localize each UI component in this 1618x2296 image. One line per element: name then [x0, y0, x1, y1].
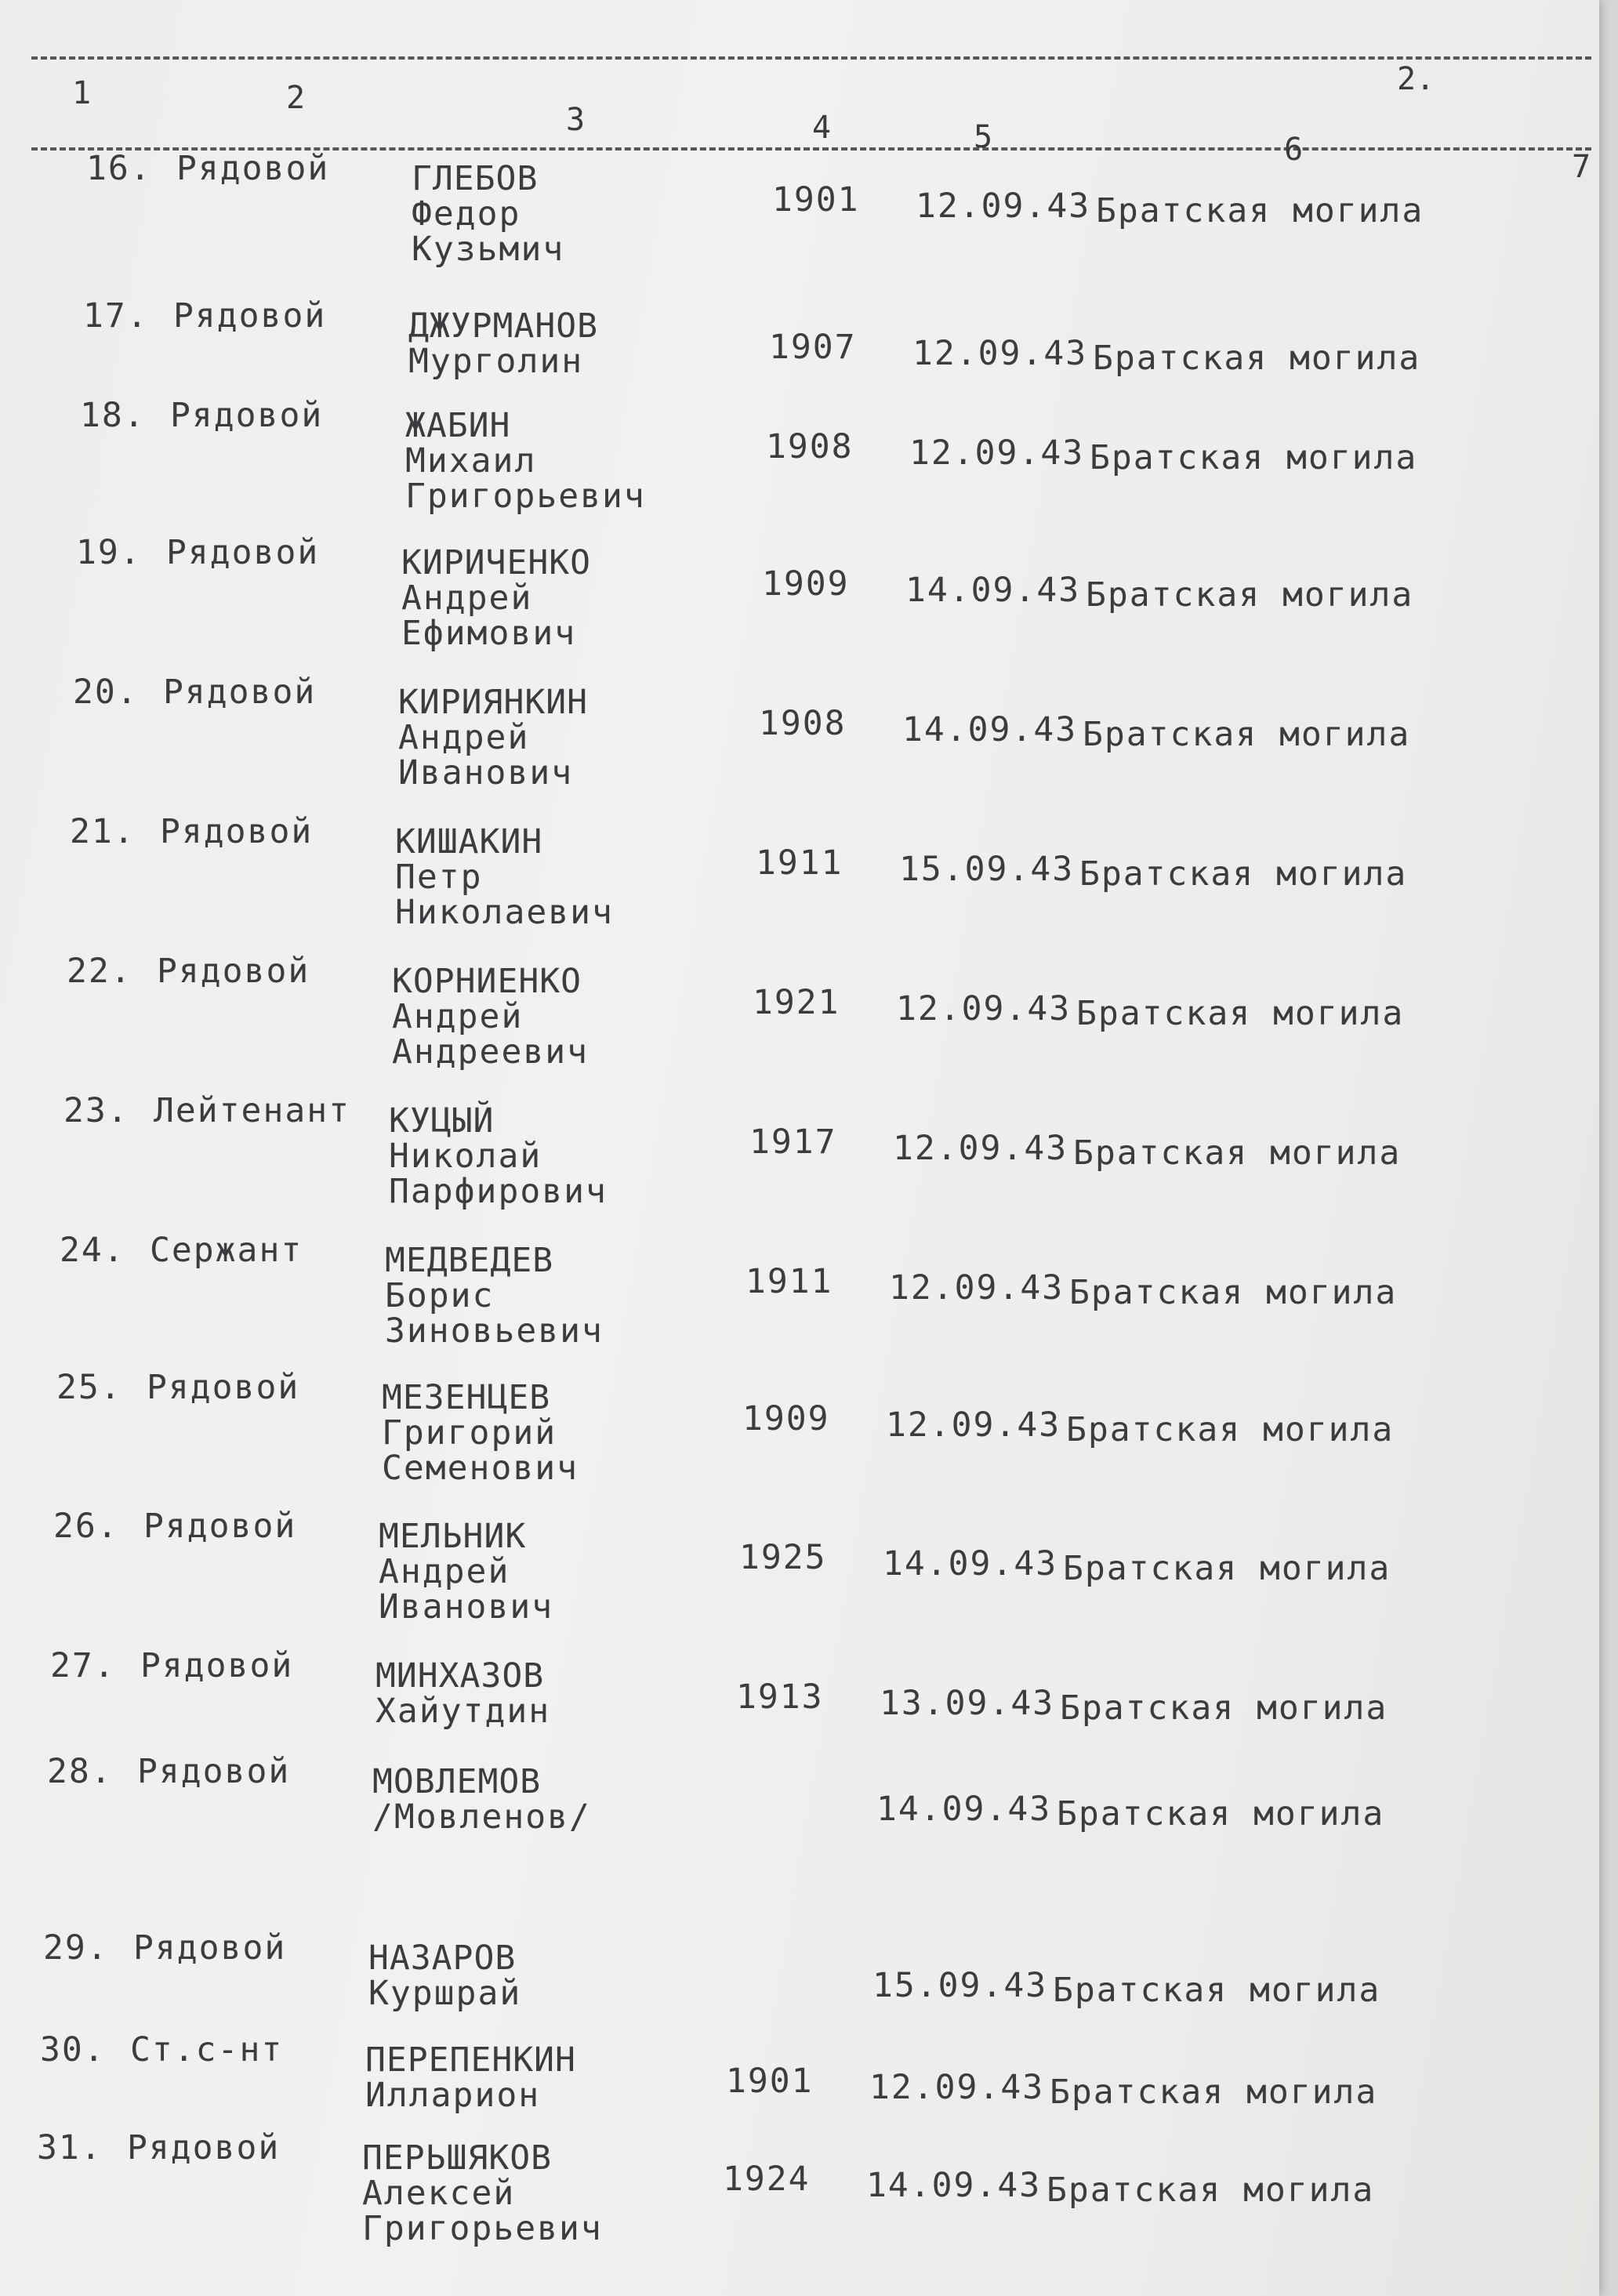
military-rank: Лейтенант	[154, 1091, 350, 1130]
burial-place: Братская могила	[1090, 438, 1418, 477]
birth-year: 1911	[756, 843, 843, 883]
surname: МЕДВЕДЕВ	[385, 1241, 554, 1280]
first-name: Андрей	[401, 579, 533, 618]
entry-number: 23.	[63, 1091, 129, 1130]
full-name	[389, 1101, 608, 1211]
death-date: 12.09.43	[909, 433, 1085, 473]
full-name	[368, 1941, 521, 2011]
surname: ЖАБИН	[405, 406, 511, 445]
entry-number: 17.	[83, 296, 149, 336]
patronymic: Иванович	[398, 753, 574, 793]
military-rank: Рядовой	[160, 812, 314, 851]
entry-number: 26.	[53, 1507, 119, 1546]
birth-year: 1913	[736, 1678, 824, 1717]
entry-number: 19.	[76, 533, 142, 572]
first-name: Алексей	[362, 2174, 516, 2213]
death-date: 12.09.43	[916, 187, 1091, 226]
death-date: 15.09.43	[872, 1966, 1048, 2005]
patronymic: Григорьевич	[362, 2209, 603, 2248]
entry-number: 20.	[73, 673, 139, 712]
burial-place: Братская могила	[1057, 1794, 1385, 1834]
full-name	[408, 306, 598, 381]
surname: ДЖУРМАНОВ	[408, 306, 598, 346]
column-number-5: 5	[974, 119, 995, 155]
first-name: Николай	[389, 1137, 542, 1176]
first-name: Григорий	[382, 1413, 557, 1453]
full-name	[379, 1519, 553, 1625]
column-number-3: 3	[566, 102, 587, 138]
first-name: Михаил	[405, 441, 537, 481]
birth-year: 1924	[723, 2160, 811, 2199]
death-date: 12.09.43	[893, 1129, 1068, 1168]
column-number-7: 7	[1572, 149, 1593, 185]
burial-place: Братская могила	[1096, 191, 1424, 230]
death-date: 12.09.43	[889, 1268, 1065, 1308]
surname: КИРИЯНКИН	[398, 683, 588, 722]
burial-place: Братская могила	[1093, 339, 1421, 378]
first-name: Куршрай	[368, 1974, 522, 2013]
entry-number: 21.	[70, 812, 136, 851]
death-date: 12.09.43	[912, 334, 1088, 373]
entry-number: 25.	[56, 1368, 122, 1407]
military-rank: Ст.с-нт	[130, 2030, 284, 2069]
entry-number: 22.	[67, 952, 132, 991]
military-rank: Рядовой	[157, 952, 310, 991]
birth-year: 1909	[762, 564, 850, 604]
surname: МЕЗЕНЦЕВ	[382, 1378, 551, 1417]
burial-place: Братская могила	[1063, 1549, 1391, 1588]
military-rank: Рядовой	[170, 396, 324, 435]
first-name: /Мовленов/	[372, 1797, 591, 1837]
entry-number: 31.	[37, 2128, 103, 2167]
surname: МОВЛЕМОВ	[372, 1762, 542, 1801]
death-date: 12.09.43	[886, 1406, 1061, 1445]
full-name	[362, 2138, 603, 2248]
column-number-2: 2	[286, 80, 307, 116]
entry-number: 29.	[43, 1928, 109, 1968]
patronymic: Николаевич	[395, 893, 614, 932]
surname: ПЕРЕПЕНКИН	[365, 2040, 576, 2080]
surname: ПЕРЬШЯКОВ	[362, 2138, 552, 2178]
birth-year: 1917	[749, 1123, 837, 1162]
patronymic: Ефимович	[401, 614, 577, 653]
entry-number: 24.	[60, 1231, 125, 1270]
burial-place: Братская могила	[1047, 2171, 1375, 2210]
death-date: 14.09.43	[883, 1544, 1058, 1583]
first-name: Андрей	[398, 718, 530, 757]
birth-year: 1907	[769, 328, 857, 367]
full-name	[395, 822, 614, 932]
birth-year: 1909	[742, 1399, 830, 1438]
surname: НАЗАРОВ	[368, 1939, 517, 1978]
military-rank: Рядовой	[140, 1646, 294, 1685]
patronymic: Парфирович	[389, 1172, 608, 1211]
column-number-6: 6	[1284, 132, 1305, 168]
surname: КИРИЧЕНКО	[401, 543, 591, 582]
entry-number: 30.	[40, 2030, 106, 2069]
military-rank: Рядовой	[166, 533, 320, 572]
full-name	[365, 2040, 576, 2115]
page-number: 2.	[1397, 61, 1435, 97]
military-rank: Сержант	[150, 1231, 303, 1270]
military-rank: Рядовой	[176, 149, 330, 188]
full-name	[392, 964, 589, 1070]
header-rule-top	[31, 56, 1591, 60]
full-name	[372, 1762, 591, 1837]
military-rank: Рядовой	[127, 2128, 281, 2167]
burial-place: Братская могила	[1073, 1133, 1402, 1173]
patronymic: Зиновьевич	[385, 1311, 604, 1351]
first-name: Мурголин	[408, 342, 584, 381]
military-rank: Рядовой	[133, 1928, 287, 1968]
burial-place: Братская могила	[1079, 854, 1408, 894]
birth-year: 1921	[753, 983, 840, 1022]
first-name: Петр	[395, 858, 483, 897]
full-name	[401, 543, 591, 653]
surname: КИШАКИН	[395, 822, 543, 861]
burial-place: Братская могила	[1053, 1971, 1381, 2010]
patronymic: Кузьмич	[412, 230, 565, 269]
first-name: Андрей	[392, 997, 524, 1036]
birth-year: 1901	[772, 180, 860, 219]
patronymic: Григорьевич	[405, 477, 646, 516]
death-date: 14.09.43	[876, 1790, 1052, 1829]
full-name	[398, 685, 588, 791]
patronymic: Андреевич	[392, 1032, 589, 1072]
military-rank: Рядовой	[173, 296, 327, 336]
column-number-4: 4	[812, 110, 833, 146]
military-rank: Рядовой	[143, 1507, 297, 1546]
death-date: 12.09.43	[896, 989, 1072, 1028]
burial-place: Братская могила	[1069, 1273, 1398, 1312]
first-name: Федор	[412, 194, 521, 234]
birth-year: 1908	[766, 427, 854, 466]
military-rank: Рядовой	[163, 673, 317, 712]
burial-place: Братская могила	[1083, 715, 1411, 754]
full-name	[382, 1380, 579, 1486]
first-name: Андрей	[379, 1552, 510, 1591]
birth-year: 1908	[759, 704, 847, 743]
column-number-1: 1	[72, 75, 93, 111]
first-name: Илларион	[365, 2076, 541, 2115]
burial-place: Братская могила	[1086, 575, 1414, 615]
death-date: 13.09.43	[880, 1684, 1055, 1723]
military-rank: Рядовой	[137, 1752, 291, 1791]
full-name	[385, 1243, 604, 1349]
birth-year: 1901	[726, 2062, 814, 2101]
burial-place: Братская могила	[1076, 994, 1405, 1033]
burial-place: Братская могила	[1060, 1688, 1388, 1728]
birth-year: 1925	[739, 1538, 827, 1577]
patronymic: Семенович	[382, 1449, 579, 1488]
entry-number: 27.	[50, 1646, 116, 1685]
death-date: 14.09.43	[866, 2166, 1042, 2205]
birth-year: 1911	[746, 1262, 833, 1301]
surname: КУЦЫЙ	[389, 1101, 495, 1141]
military-rank: Рядовой	[147, 1368, 300, 1407]
burial-place: Братская могила	[1066, 1410, 1395, 1449]
burial-place: Братская могила	[1050, 2073, 1378, 2112]
death-date: 14.09.43	[902, 710, 1078, 749]
surname: МЕЛЬНИК	[379, 1517, 527, 1556]
full-name	[375, 1656, 551, 1731]
death-date: 14.09.43	[905, 571, 1081, 610]
death-date: 15.09.43	[899, 850, 1075, 889]
surname: ГЛЕБОВ	[412, 159, 539, 198]
entry-number: 28.	[47, 1752, 113, 1791]
death-date: 12.09.43	[869, 2068, 1045, 2107]
first-name: Хайутдин	[375, 1692, 551, 1731]
surname: МИНХАЗОВ	[375, 1656, 545, 1696]
first-name: Борис	[385, 1276, 495, 1315]
patronymic: Иванович	[379, 1587, 554, 1627]
entry-number: 18.	[80, 396, 146, 435]
full-name	[412, 161, 564, 267]
entry-number: 16.	[86, 149, 152, 188]
surname: КОРНИЕНКО	[392, 962, 582, 1001]
full-name	[405, 408, 646, 514]
